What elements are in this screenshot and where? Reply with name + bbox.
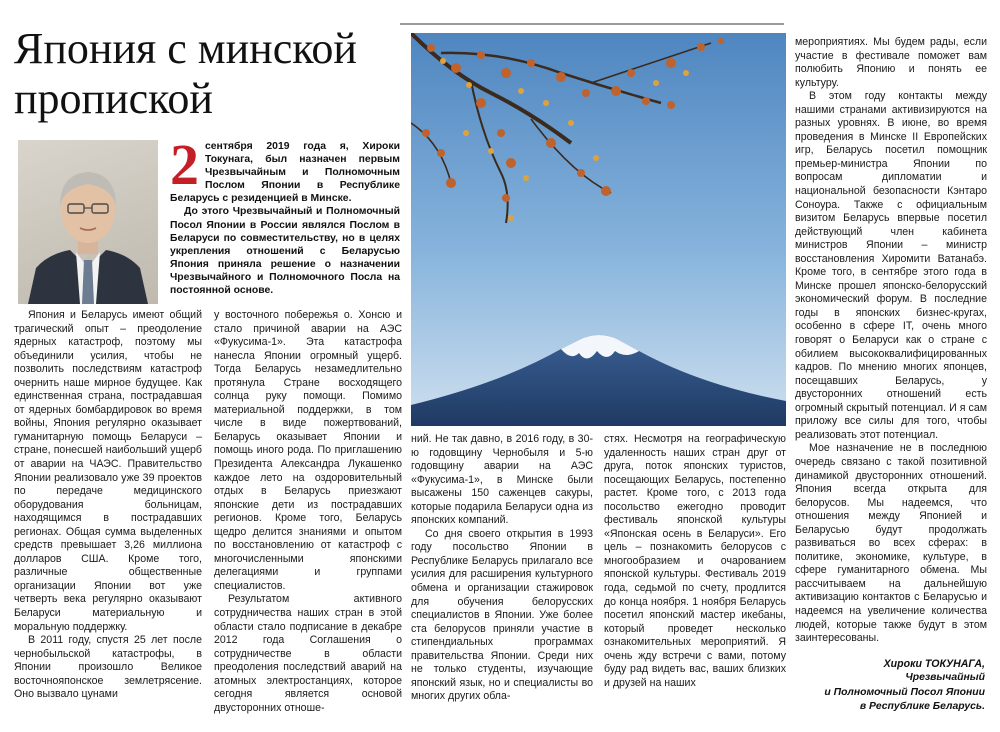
column-paragraph: В 2011 году, спустя 25 лет после чернобыльской катастрофы, в Японии произошло Великое восточнояпонское землетрясение. Оно вызвало цунами	[14, 634, 202, 701]
column-paragraph: Мое назначение не в последнюю очередь связано с такой позитивной динамикой двусторонних отношений. Япония всегда открыта для белорусов. Мы надеемся, что отношения между Японией и Беларусью будут продолжать развиваться во всех сферах: в политике, экономике, культуре, в сфере гуманитарного обмена. Мы рассчитываем на дальнейшую активизацию контактов с Беларусью и надеемся на увеличение количества людей, которые также будут в этом заинтересованы.	[795, 442, 987, 645]
lead-paragraph	[170, 132, 400, 297]
author-title-line: и Полномочный Посол Японии	[824, 686, 985, 698]
headline: Япония с минской пропиской	[14, 24, 357, 123]
column-paragraph: стях. Несмотря на географическую удаленность наших стран друг от друга, поток японских туристов, посещающих Беларусь, постепенно растет. Кроме того, с 2013 года посольство ежегодно проводит фестиваль японской культуры «Японская осень в Беларуси». Его цель – познакомить белорусов с многообразием и очарованием японской культуры. Фестиваль 2019 года, седьмой по счету, продлится до конца ноября. 1 ноября Беларусь посетил японский мастер икебаны, который проведет несколько ознакомительных мероприятий. Я очень жду встречи с вами, потому буду рад видеть вас, ваших близких и друзей на наших	[604, 433, 786, 689]
column-paragraph: В этом году контакты между нашими странами активизируются на разных уровнях. В июне, во время проведения в Минске II Европейских игр, Беларусь посетил помощник премьер-министра Японии по вопросам дипломатии и национальной безопасности Кэнтаро Соноура. Также с официальным визитом Беларусь впервые посетил действующий член кабинета министров Японии – министр восстановления Хиромити Ватанабэ. Кроме того, в сентябре этого года в Минске прошел японско-белорусский экономический форум. В последние годы в японских бизнес-кругах, особенно в сфере IT, очень много говорят о Беларуси как о стране с обилием высококвалифицированных кадров. По мнению многих японцев, посещавших Беларусь, у двусторонних отношений есть огромный скрытый потенциал. И я сам приложу все силы для того, чтобы реализовать этот потенциал.	[795, 90, 987, 441]
mount-fuji-illustration	[411, 33, 786, 426]
column-2	[214, 309, 402, 715]
column-paragraph: Япония и Беларусь имеют общий трагический опыт – преодоление ядерных катастроф, поэтому мы объединили усилия, чтобы не позволить последствиям катастроф очернить наше мирное будущее. Как единственная страна, пострадавшая от ядерных бомбардировок во время войны, Япония регулярно оказывает гуманитарную помощь Беларуси – стране, понесшей наибольший ущерб от аварии на ЧАЭС. Правительство Японии реализовало уже 39 проектов по передаче медицинского оборудования больницам, находящимся в пострадавших регионах. Общая сумма выделенных средств превышает 3,26 миллиона долларов США. Кроме того, различные общественные организации Японии вот уже четверть века регулярно оказывают Беларуси материальную и моральную поддержку.	[14, 309, 202, 633]
top-rule	[400, 23, 784, 25]
author-name: Хироки ТОКУНАГА,	[883, 658, 985, 670]
author-signature	[795, 657, 985, 714]
lead-text-1: сентября 2019 года я, Хироки Токунага, был назначен первым Чрезвычайным и Полномочным Послом Японии в Республике Беларусь с резиденцией в Минске.	[170, 141, 400, 205]
lead-text-2: До этого Чрезвычайный и Полномочный Посол Японии в России являлся Послом в Беларуси по совместительству, но в целях укрепления отношений с Беларусью Япония приняла решение о назначении Чрезвычайного и Полномочного Посла на постоянной основе.	[170, 206, 400, 297]
column-5	[795, 36, 987, 646]
ambassador-portrait	[18, 140, 158, 304]
author-title-line: Чрезвычайный	[905, 672, 985, 684]
column-paragraph: Со дня своего открытия в 1993 году посольство Японии в Республике Беларусь прилагало все усилия для расширения культурного обмена и организации стажировок для обучения белорусских специалистов в Японии. Уже более ста белорусов приняли участие в стипендиальных программах правительства Японии. Среди них не только студенты, изучающие японский язык, но и специалисты во многих других обла-	[411, 527, 593, 703]
dropcap: 2	[170, 132, 199, 197]
column-paragraph: ний. Не так давно, в 2016 году, в 30-ю годовщину Чернобыля и 5-ю годовщину аварии на АЭС «Фукусима-1», в Минске были высажены 150 саженцев сакуры, которые подарила Беларуси одна из японских компаний.	[411, 433, 593, 527]
author-title-line: в Республике Беларусь.	[859, 700, 985, 712]
column-3	[411, 433, 593, 704]
column-1	[14, 309, 202, 702]
column-paragraph: у восточного побережья о. Хонсю и стало причиной аварии на АЭС «Фукусима-1». Эта катастрофа нанесла Японии огромный ущерб. Тогда Беларусь незамедлительно протянула Стране восходящего солнца руку помощи. Помимо материальной поддержки, в том числе в виде пожертвований, Беларусь оказывает Японии и помощь иного рода. По приглашению Президента Александра Лукашенко каждое лето на оздоровительный отдых в Беларусь приезжают японские дети из пострадавших регионов. Кроме того, Беларусь щедро делится знаниями и опытом по восстановлению от катастроф с многочисленными японскими делегациями и группами специалистов.	[214, 309, 402, 592]
column-4	[604, 433, 786, 690]
column-paragraph: мероприятиях. Мы будем рады, если участие в фестивале поможет вам полюбить Японию и понять ее культуру.	[795, 36, 987, 89]
column-paragraph: Результатом активного сотрудничества наших стран в этой области стало подписание в декабре 2012 года Соглашения о сотрудничестве в области преодоления последствий аварий на атомных электростанциях, которое сегодня является основой двусторонних отноше-	[214, 593, 402, 714]
